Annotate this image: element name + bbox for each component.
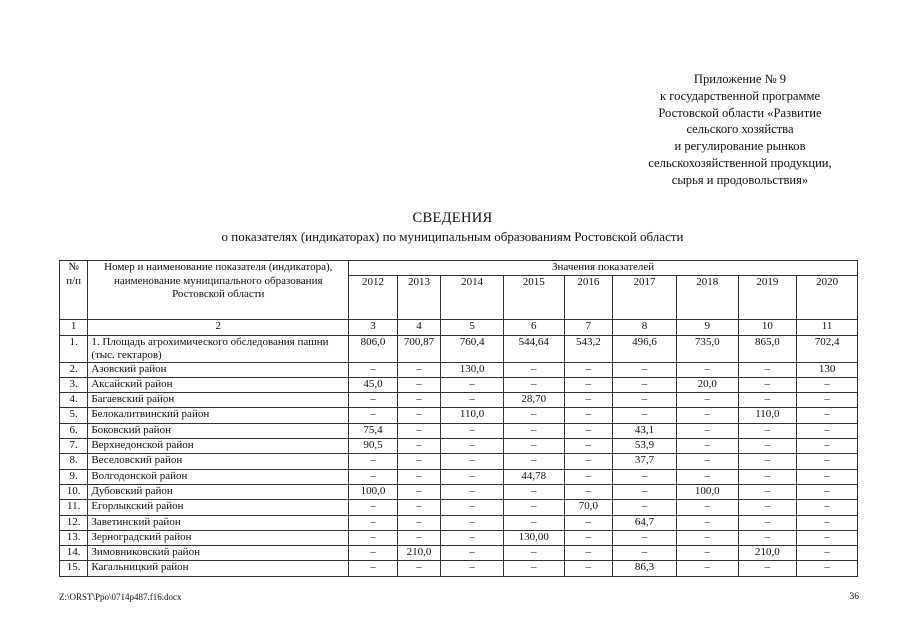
value-cell: – — [564, 423, 613, 438]
value-cell: 210,0 — [397, 546, 440, 561]
row-number: 10. — [60, 484, 88, 499]
index-cell: 1 — [60, 320, 88, 335]
value-cell: – — [564, 362, 613, 377]
row-name: Веселовский район — [88, 454, 349, 469]
value-cell: – — [797, 530, 858, 545]
table-row — [60, 454, 858, 469]
value-cell: – — [797, 454, 858, 469]
value-cell: 130,00 — [503, 530, 564, 545]
header-year: 2017 — [613, 276, 677, 320]
index-cell: 2 — [88, 320, 349, 335]
value-cell: – — [797, 408, 858, 423]
value-cell: – — [613, 469, 677, 484]
value-cell: – — [503, 546, 564, 561]
value-cell: – — [397, 454, 440, 469]
index-cell: 5 — [441, 320, 504, 335]
file-path: Z:\ORST\Ppo\0714p487.f16.docx — [59, 592, 182, 602]
value-cell: – — [797, 546, 858, 561]
value-cell: – — [503, 377, 564, 392]
table-row — [60, 335, 858, 362]
header-values: Значения показателей — [349, 261, 858, 276]
value-cell: – — [613, 530, 677, 545]
value-cell: – — [738, 393, 797, 408]
value-cell: – — [797, 393, 858, 408]
value-cell: – — [441, 530, 504, 545]
value-cell: 806,0 — [349, 335, 398, 362]
table-row — [60, 377, 858, 392]
value-cell: – — [397, 561, 440, 576]
value-cell: – — [738, 530, 797, 545]
value-cell: – — [738, 454, 797, 469]
row-number: 5. — [60, 408, 88, 423]
value-cell: – — [441, 469, 504, 484]
value-cell: – — [613, 408, 677, 423]
value-cell: 53,9 — [613, 439, 677, 454]
value-cell: – — [441, 423, 504, 438]
row-name: Азовский район — [88, 362, 349, 377]
value-cell: – — [397, 423, 440, 438]
row-number: 4. — [60, 393, 88, 408]
header-year: 2013 — [397, 276, 440, 320]
value-cell: – — [503, 408, 564, 423]
value-cell: 210,0 — [738, 546, 797, 561]
table-row — [60, 561, 858, 576]
row-name: Зимовниковский район — [88, 546, 349, 561]
value-cell: – — [676, 454, 738, 469]
document-title: СВЕДЕНИЯ — [412, 210, 493, 226]
value-cell: – — [676, 439, 738, 454]
header-year: 2020 — [797, 276, 858, 320]
value-cell: – — [676, 393, 738, 408]
value-cell: – — [676, 546, 738, 561]
value-cell: 20,0 — [676, 377, 738, 392]
value-cell: – — [349, 362, 398, 377]
value-cell: – — [441, 484, 504, 499]
value-cell: – — [397, 530, 440, 545]
index-cell: 4 — [397, 320, 440, 335]
appendix-line: сырья и продовольствия» — [671, 172, 809, 187]
value-cell: – — [738, 561, 797, 576]
value-cell: – — [441, 515, 504, 530]
header-year: 2018 — [676, 276, 738, 320]
row-name: Кагальницкий район — [88, 561, 349, 576]
value-cell: 44,78 — [503, 469, 564, 484]
row-number: 12. — [60, 515, 88, 530]
value-cell: – — [738, 423, 797, 438]
table-row — [60, 546, 858, 561]
table-index-row — [60, 320, 858, 335]
value-cell: 110,0 — [738, 408, 797, 423]
value-cell: – — [441, 561, 504, 576]
table-row — [60, 530, 858, 545]
header-num: № п/п — [60, 261, 88, 320]
value-cell: – — [564, 439, 613, 454]
header-year: 2015 — [503, 276, 564, 320]
value-cell: – — [349, 546, 398, 561]
value-cell: – — [797, 439, 858, 454]
value-cell: – — [397, 515, 440, 530]
index-cell: 3 — [349, 320, 398, 335]
value-cell: – — [564, 561, 613, 576]
value-cell: – — [676, 515, 738, 530]
value-cell: – — [676, 469, 738, 484]
value-cell: – — [564, 454, 613, 469]
value-cell: – — [503, 454, 564, 469]
row-number: 2. — [60, 362, 88, 377]
row-name: Зерноградский район — [88, 530, 349, 545]
value-cell: – — [349, 408, 398, 423]
value-cell: – — [441, 393, 504, 408]
table-row — [60, 500, 858, 515]
index-cell: 7 — [564, 320, 613, 335]
value-cell: – — [676, 423, 738, 438]
index-cell: 11 — [797, 320, 858, 335]
appendix-line: Ростовской области «Развитие — [658, 105, 822, 120]
table-row — [60, 393, 858, 408]
table-row — [60, 408, 858, 423]
index-cell: 9 — [676, 320, 738, 335]
value-cell: 100,0 — [349, 484, 398, 499]
value-cell: 70,0 — [564, 500, 613, 515]
value-cell: – — [797, 500, 858, 515]
value-cell: – — [564, 469, 613, 484]
index-cell: 10 — [738, 320, 797, 335]
row-name: Дубовский район — [88, 484, 349, 499]
row-number: 8. — [60, 454, 88, 469]
value-cell: – — [564, 377, 613, 392]
value-cell: – — [676, 561, 738, 576]
value-cell: – — [503, 515, 564, 530]
value-cell: – — [397, 500, 440, 515]
row-name: Волгодонской район — [88, 469, 349, 484]
value-cell: 43,1 — [613, 423, 677, 438]
value-cell: 543,2 — [564, 335, 613, 362]
value-cell: – — [738, 362, 797, 377]
value-cell: – — [349, 515, 398, 530]
value-cell: – — [797, 377, 858, 392]
value-cell: – — [797, 515, 858, 530]
value-cell: – — [503, 484, 564, 499]
value-cell: – — [564, 546, 613, 561]
value-cell: 100,0 — [676, 484, 738, 499]
value-cell: – — [441, 439, 504, 454]
row-number: 7. — [60, 439, 88, 454]
row-number: 9. — [60, 469, 88, 484]
value-cell: – — [738, 500, 797, 515]
value-cell: – — [503, 561, 564, 576]
table-header-row — [60, 261, 858, 276]
value-cell: – — [564, 515, 613, 530]
value-cell: – — [564, 408, 613, 423]
table-row — [60, 423, 858, 438]
appendix-line: Приложение № 9 — [693, 72, 787, 86]
value-cell: – — [676, 408, 738, 423]
value-cell: – — [564, 484, 613, 499]
value-cell: – — [349, 469, 398, 484]
value-cell: – — [738, 515, 797, 530]
value-cell: – — [397, 408, 440, 423]
value-cell: – — [797, 469, 858, 484]
header-year: 2012 — [349, 276, 398, 320]
index-cell: 8 — [613, 320, 677, 335]
value-cell: – — [564, 530, 613, 545]
row-name: Аксайский район — [88, 377, 349, 392]
value-cell: – — [676, 530, 738, 545]
value-cell: – — [503, 423, 564, 438]
row-number: 15. — [60, 561, 88, 576]
value-cell: – — [797, 484, 858, 499]
value-cell: 496,6 — [613, 335, 677, 362]
value-cell: – — [349, 561, 398, 576]
indicators-table — [59, 260, 858, 577]
row-number: 6. — [60, 423, 88, 438]
value-cell: – — [397, 393, 440, 408]
value-cell: 45,0 — [349, 377, 398, 392]
value-cell: – — [564, 393, 613, 408]
value-cell: 130,0 — [441, 362, 504, 377]
row-name: Заветинский район — [88, 515, 349, 530]
value-cell: – — [613, 546, 677, 561]
value-cell: – — [441, 377, 504, 392]
value-cell: – — [613, 484, 677, 499]
value-cell: 90,5 — [349, 439, 398, 454]
table-row — [60, 362, 858, 377]
row-number: 14. — [60, 546, 88, 561]
value-cell: – — [676, 362, 738, 377]
row-name: Белокалитвинский район — [88, 408, 349, 423]
value-cell: – — [349, 454, 398, 469]
value-cell: – — [397, 362, 440, 377]
row-name: 1. Площадь агрохимического обследования пашни (тыс. гектаров) — [88, 335, 349, 362]
header-year: 2019 — [738, 276, 797, 320]
row-number: 13. — [60, 530, 88, 545]
value-cell: 544,64 — [503, 335, 564, 362]
value-cell: – — [613, 500, 677, 515]
value-cell: – — [441, 546, 504, 561]
table-row — [60, 515, 858, 530]
value-cell: 28,70 — [503, 393, 564, 408]
table-row — [60, 469, 858, 484]
value-cell: – — [738, 439, 797, 454]
value-cell: – — [676, 500, 738, 515]
row-name: Егорлыкский район — [88, 500, 349, 515]
value-cell: – — [441, 500, 504, 515]
row-name: Боковский район — [88, 423, 349, 438]
value-cell: – — [738, 377, 797, 392]
value-cell: – — [397, 469, 440, 484]
value-cell: 110,0 — [441, 408, 504, 423]
value-cell: 702,4 — [797, 335, 858, 362]
page-number: 36 — [849, 592, 859, 602]
index-cell: 6 — [503, 320, 564, 335]
value-cell: – — [797, 423, 858, 438]
value-cell: 86,3 — [613, 561, 677, 576]
appendix-line: сельскохозяйственной продукции, — [648, 155, 832, 170]
header-name: Номер и наименование показателя (индикатора), наименование муниципального образования Ростовской области — [88, 261, 349, 320]
value-cell: – — [613, 377, 677, 392]
row-number: 3. — [60, 377, 88, 392]
row-name: Багаевский район — [88, 393, 349, 408]
value-cell: – — [349, 393, 398, 408]
value-cell: – — [613, 362, 677, 377]
value-cell: 700,87 — [397, 335, 440, 362]
value-cell: – — [738, 484, 797, 499]
document-subtitle: о показателях (индикаторах) по муниципальным образованиям Ростовской области — [221, 229, 684, 244]
value-cell: 735,0 — [676, 335, 738, 362]
row-name: Верхнедонской район — [88, 439, 349, 454]
value-cell: – — [503, 500, 564, 515]
value-cell: – — [349, 500, 398, 515]
value-cell: 130 — [797, 362, 858, 377]
row-number: 11. — [60, 500, 88, 515]
value-cell: – — [797, 561, 858, 576]
value-cell: 37,7 — [613, 454, 677, 469]
value-cell: – — [441, 454, 504, 469]
header-year: 2014 — [441, 276, 504, 320]
row-number: 1. — [60, 335, 88, 362]
value-cell: 865,0 — [738, 335, 797, 362]
value-cell: – — [397, 439, 440, 454]
appendix-line: к государственной программе — [659, 88, 821, 103]
value-cell: – — [738, 469, 797, 484]
value-cell: – — [397, 377, 440, 392]
table-row — [60, 439, 858, 454]
value-cell: 75,4 — [349, 423, 398, 438]
value-cell: 760,4 — [441, 335, 504, 362]
header-year: 2016 — [564, 276, 613, 320]
value-cell: – — [503, 362, 564, 377]
value-cell: – — [349, 530, 398, 545]
appendix-line: сельского хозяйства — [686, 122, 794, 137]
value-cell: – — [613, 393, 677, 408]
table-row — [60, 484, 858, 499]
appendix-block — [620, 71, 860, 189]
value-cell: – — [397, 484, 440, 499]
value-cell: – — [503, 439, 564, 454]
appendix-line: и регулирование рынков — [674, 139, 806, 154]
value-cell: 64,7 — [613, 515, 677, 530]
